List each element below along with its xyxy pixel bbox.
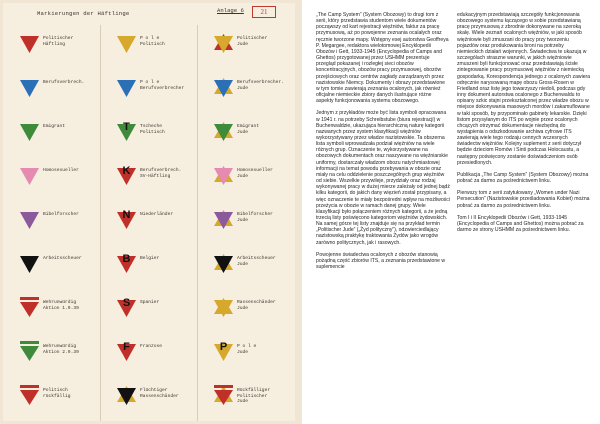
triangle-letter: B [122,253,131,265]
marking-label: Wehrunwürdig Aktion 1.9.39 [43,300,79,311]
article-paragraph: Pierwszy tom z serii zatytułowany „Women under Nazi Persecution” (Nazistowskie prześladowania Kobiet) można pobrać za darmo za pośrednictwem linku. [457,190,590,209]
marking-cell [197,157,294,197]
marking-label: Berufsverbrech. SV-Häftling [140,168,182,179]
marking-label: Flüchtiger Rassenschänder [140,388,179,399]
triangle-badge-icon [213,297,234,318]
down-triangle [117,388,136,405]
marking-row [3,333,295,373]
down-triangle [20,80,39,97]
marking-cell [3,113,100,153]
triangle-badge-icon [19,297,40,318]
marking-cell [197,289,294,329]
marking-row [3,157,295,197]
triangle-badge-icon [19,165,40,186]
marking-cell [3,25,100,65]
marking-cell [100,377,197,417]
down-triangle [117,36,136,53]
down-triangle [20,36,39,53]
marking-label: P o l e Jude [237,344,257,355]
marking-label: Emigrant Jude [237,124,260,135]
bar-marker [20,385,39,388]
marking-label: Tscheche Politisch [140,124,165,135]
article-paragraph: „The Camp System” (System Obozowy) to drugi tom z serii, który przedstawia studentom wiele dokumentów począwszy od kart rejestracji więźniów, faktur za pracę przymusową, aż po powojenne zeznania ocalałych oraz ręcznie tworzone mapy. Wstępny esej autorstwa Geoffreya P. Megargee, redaktora wielotomowej Encyklopedii Obozów i Gett, 1933-1945 (Encyclopedia of Camps and Ghettos) przygotowanej przez USHMM prezentuje przegląd pokazanej i rozległej sieci obozów koncentracyjnych, obozów pracy przymusowej, obozów przejściowych oraz centrów zagłady zarządzanych przez nazistowskie Niemcy. Dokumenty i obrazy przedstawione w tym tomie zawierają zeznania ocalonych, jak również oficjalne niemieckie zbiory danych ilustrujące różne aspekty funkcjonowania systemu obozowego. [316,12,449,105]
triangle-badge-icon [19,253,40,274]
marking-row [3,25,295,65]
marking-label: Emigrant [43,124,66,129]
article-paragraph: Tom I i II Encyklopedii Obozów i Gett, 1933-1945 (Encyclopedia of Camps and Ghettos) można pobrać za darmo ze strony USHMM za pośrednictwem linku. [457,214,584,233]
triangle-badge-icon [213,253,234,274]
marking-label: Bibelforscher Jude [237,212,273,223]
triangle-badge-icon [213,165,234,186]
down-triangle [214,212,233,229]
document-header [3,3,295,25]
triangle-badge-icon [19,77,40,98]
marking-label: Berufsverbrech. [43,80,85,85]
marking-cell [100,201,197,241]
marking-label: Arbeitsscheuer [43,256,82,261]
marking-row [3,69,295,109]
triangle-badge-icon [19,121,40,142]
marking-cell [3,377,100,417]
marking-cell [100,157,197,197]
triangle-badge-icon [213,121,234,142]
marking-cell [3,333,100,373]
triangle-letter: K [122,165,131,177]
triangle-badge-icon [19,341,40,362]
marking-label: P o l e Politisch [140,36,165,47]
marking-cell [197,201,294,241]
bar-marker [20,297,39,300]
marking-label: Bibelforscher [43,212,79,217]
marking-label: Franzose [140,344,163,349]
triangle-badge-icon [213,385,234,406]
triangle-letter: T [123,121,130,133]
down-triangle [20,212,39,229]
document-stamp: 21 [252,6,276,18]
triangle-badge-icon [116,77,137,98]
marking-cell [100,289,197,329]
marking-cell [100,333,197,373]
down-triangle [214,300,233,317]
article-paragraph: Powojenne świadectwa ocalonych z obozów stanowią pożądną część zbiorów ITS, a zeznania przedstawione w suplemencie [316,251,446,271]
marking-cell [197,113,294,153]
down-triangle [20,390,39,405]
marking-label: Arbeitsscheuer Jude [237,256,276,267]
marking-cell [197,245,294,285]
article-paragraph: Publikacja „The Camp System” (System Obozowy) można pobrać za darmo za pośrednictwem linku. [457,171,589,185]
marking-row [3,289,295,329]
document-title: Markierungen der Häftlinge [37,10,130,17]
marking-label: Wehrunwürdig Aktion 2.9.39 [43,344,79,355]
marking-label: Homosexueller Jude [237,168,273,179]
marking-row [3,113,295,153]
down-triangle [20,302,39,317]
marking-label: Homosexueller [43,168,79,173]
down-triangle [214,256,233,273]
down-triangle [214,80,233,97]
down-triangle [214,168,233,185]
triangle-badge-icon [213,209,234,230]
marking-cell [197,69,294,109]
down-triangle [214,36,233,53]
down-triangle [20,346,39,361]
article-paragraph: edukacyjnym przedstawiają szczegóły funkcjonowania obozowego systemu łączącego w sobie przedstawianą pracę przymusową z zbrodnie dokonywane na szeroką skalę. Wiele zeznań ocalonych więźniów, w jaki sposób więźniowie byli zmuszani do pracy przy tworzeniu pojazdów oraz produkowania broni na potrzeby niemieckich działań wojennych. Świadectwa te ukazują w szczególach straszne warunki, w jakich więźniowie zmuszeni byli funkcjonować oraz przedstawiają ścisłe zintegrowanie pracy przymusowej więźniów z niemiecką gospodarką. Korespondencja jednego z ocalonych zawiera odręcznie narysowaną mapę obozu Gross-Rosen w Friedland oraz listę jego towarzyszy niedoli, podczas gdy inny dokument autorstwa ocalonego z Buchenwaldu to opisany szkic stajni przekształconej przez władze obozu w miejsce dokonywania masowych mordów i zakamuflowane w taki sposób, by przypominało gabinety lekarskie. Dzięki listom przysyłanym do ITS po wojnie przez ocalonych chcących otrzymać dokumentacje niezbędną do wystąpienia o odszkodowanie archiwa cyfrowe ITS zawierają wiele tego rodzaju cennych wczesnych świadectw więźniów. Kolejny suplement z serii dotyczył będzie dzieciom Romów i Sinti podczas Holocaustu, a następny poświęcony zostanie doświadczeniom osób przesiedlonych. [457,12,591,166]
marking-label: Spanier [140,300,160,305]
marking-label: P o l e Berufsverbrecher [140,80,185,91]
marking-cell [3,201,100,241]
marking-cell [3,245,100,285]
marking-row [3,245,295,285]
bar-marker [214,385,233,388]
article-column-1 [316,12,450,276]
marking-cell [3,289,100,329]
marking-cell [100,69,197,109]
marking-cell [197,333,294,373]
triangle-badge-icon [19,385,40,406]
triangle-letter: P [219,341,228,353]
marking-cell [197,25,294,65]
marking-label: Niederländer [140,212,174,217]
triangle-badge-icon [116,33,137,54]
marking-cell [100,113,197,153]
down-triangle [20,124,39,141]
down-triangle [117,80,136,97]
down-triangle [20,168,39,185]
marking-label: Rassenschänder Jude [237,300,276,311]
document-sheet [3,3,295,421]
down-triangle [20,256,39,273]
triangle-letter: F [123,341,130,353]
marking-label: Belgier [140,256,160,261]
marking-label: Berufsverbrecher. Jude [237,80,284,91]
triangle-letter: N [122,209,131,221]
marking-cell [100,245,197,285]
marking-label: Politisch rückfällig [43,388,71,399]
bar-marker [20,341,39,344]
triangle-badge-icon [116,385,137,406]
marking-cell [3,69,100,109]
marking-cell [197,377,294,417]
article-column-2 [457,12,591,239]
article-page [302,0,600,424]
markings-grid [3,25,295,421]
down-triangle [214,124,233,141]
marking-label: Politischer Häftling [43,36,74,47]
triangle-badge-icon [213,33,234,54]
triangle-badge-icon [19,33,40,54]
marking-label: Rückfälliger Politischer Jude [237,388,271,405]
triangle-badge-icon [213,77,234,98]
marking-row [3,377,295,417]
marking-row [3,201,295,241]
triangle-letter: S [122,297,131,309]
article-paragraph: Jednym z przykładów może być lista symboli opracowana w 1941 r. na potrzeby Schreibstube (biura rejestracji) w Buchenwaldzie, ukazująca hierarchiczną naturę kategorii nazwanych przez system klasyfikacji więźniów wykorzystywany przez władze nazistowskie. Ta obszerna lista symboli wprowadzała podział więźniów na wiele różnych grup. Oznaczenie te, wykorzystywane na obozowych dokumentach oraz naszywane na więźniarskie uniformy, dostarczały władzom obozu natychmiastowej informacji na temat powodu przebywania w obozie oraz miały na celu oddzielenie poszczególnych grup więźniów od siebie. Wszelkie przywileje, przydziały oraz rodzaj wykonywanej pracy w dużej mierze zależały od jednej bądź kilku kategorii, do jakich dany więzień został przypisany, a więc oznaczenie te miały bezpośredni wpływ na możliwości przeżycia w obozie w ramach danej grupy. Wiele klasyfikacji było połączeniem różnych kategorii, a że jedną trzecią listy poświęcono kategoriom więźniów żydowskich. Na samej górze tej listy znajduje się na przykład termin „Politischer Jude” („Żyd polityczny”), odzwierciedlający nazistowską praktykę traktowania Żydów jako wrogów zarówno politycznych, jak i rasowych. [316,110,450,246]
marking-cell [100,25,197,65]
marking-cell [3,157,100,197]
triangle-badge-icon [19,209,40,230]
marking-label: Politischer Jude [237,36,268,47]
document-anlage: Anlage 6 [217,7,244,14]
